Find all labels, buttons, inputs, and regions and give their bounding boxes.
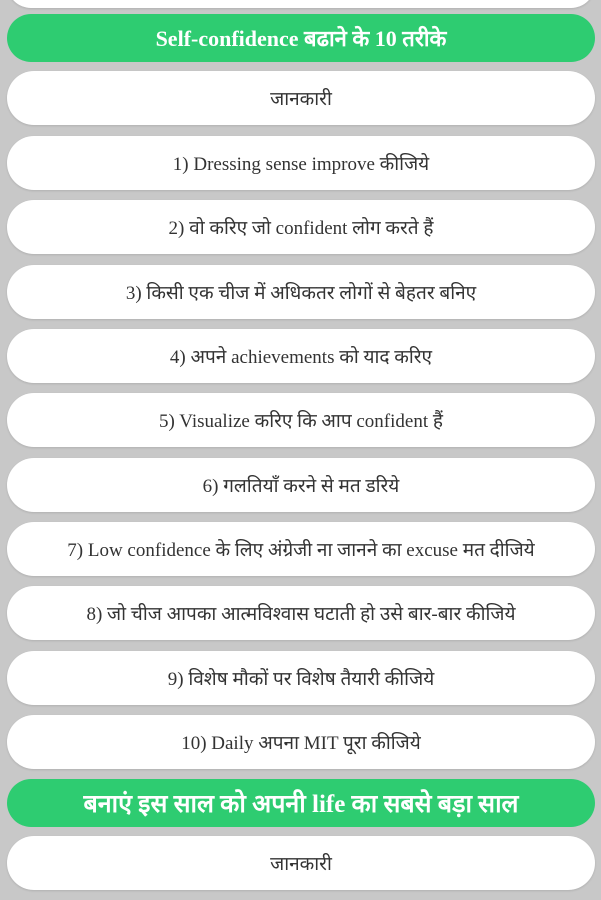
list-item-label: 8) जो चीज आपका आत्मविश्वास घटाती हो उसे बार-बार कीजिये bbox=[86, 604, 516, 625]
list-item-label: जानकारी bbox=[270, 89, 332, 110]
list-item-label: 3) किसी एक चीज में अधिकतर लोगों से बेहतर बनिए bbox=[125, 283, 477, 304]
list-item-label: 6) गलतियाँ करने से मत डरिये bbox=[202, 476, 400, 497]
list-item-9[interactable] bbox=[7, 651, 595, 705]
list-item-label: 9) विशेष मौकों पर विशेष तैयारी कीजिये bbox=[167, 669, 435, 690]
list-item-label: 1) Dressing sense improve कीजिये bbox=[172, 154, 430, 175]
previous-list-item[interactable] bbox=[7, 0, 595, 8]
list-item-info[interactable] bbox=[7, 71, 595, 125]
list-item-label: 2) वो करिए जो confident लोग करते हैं bbox=[168, 218, 434, 239]
list-item-label: 10) Daily अपना MIT पूरा कीजिये bbox=[181, 733, 421, 754]
list-item-10[interactable] bbox=[7, 715, 595, 769]
list-item-label: 4) अपने achievements को याद करिए bbox=[169, 347, 433, 368]
list-item-label: जानकारी bbox=[270, 854, 332, 875]
list-item-7[interactable] bbox=[7, 522, 595, 576]
list-item-3[interactable] bbox=[7, 265, 595, 319]
list-item-label: 7) Low confidence के लिए अंग्रेजी ना जानने का excuse मत दीजिये bbox=[67, 540, 535, 561]
section-header-best-year bbox=[7, 779, 595, 827]
list-item-label: 5) Visualize करिए कि आप confident हैं bbox=[159, 411, 443, 432]
list-item-8[interactable] bbox=[7, 586, 595, 640]
list-item-5[interactable] bbox=[7, 393, 595, 447]
section-header-title: Self-confidence बढाने के 10 तरीके bbox=[155, 26, 447, 51]
section-header-self-confidence bbox=[7, 14, 595, 62]
list-item-1[interactable] bbox=[7, 136, 595, 190]
list-item-4[interactable] bbox=[7, 329, 595, 383]
list-item-2[interactable] bbox=[7, 200, 595, 254]
section-header-title: बनाएं इस साल को अपनी life का सबसे बड़ा साल bbox=[83, 791, 519, 818]
list-item-6[interactable] bbox=[7, 458, 595, 512]
list-item-info[interactable] bbox=[7, 836, 595, 890]
